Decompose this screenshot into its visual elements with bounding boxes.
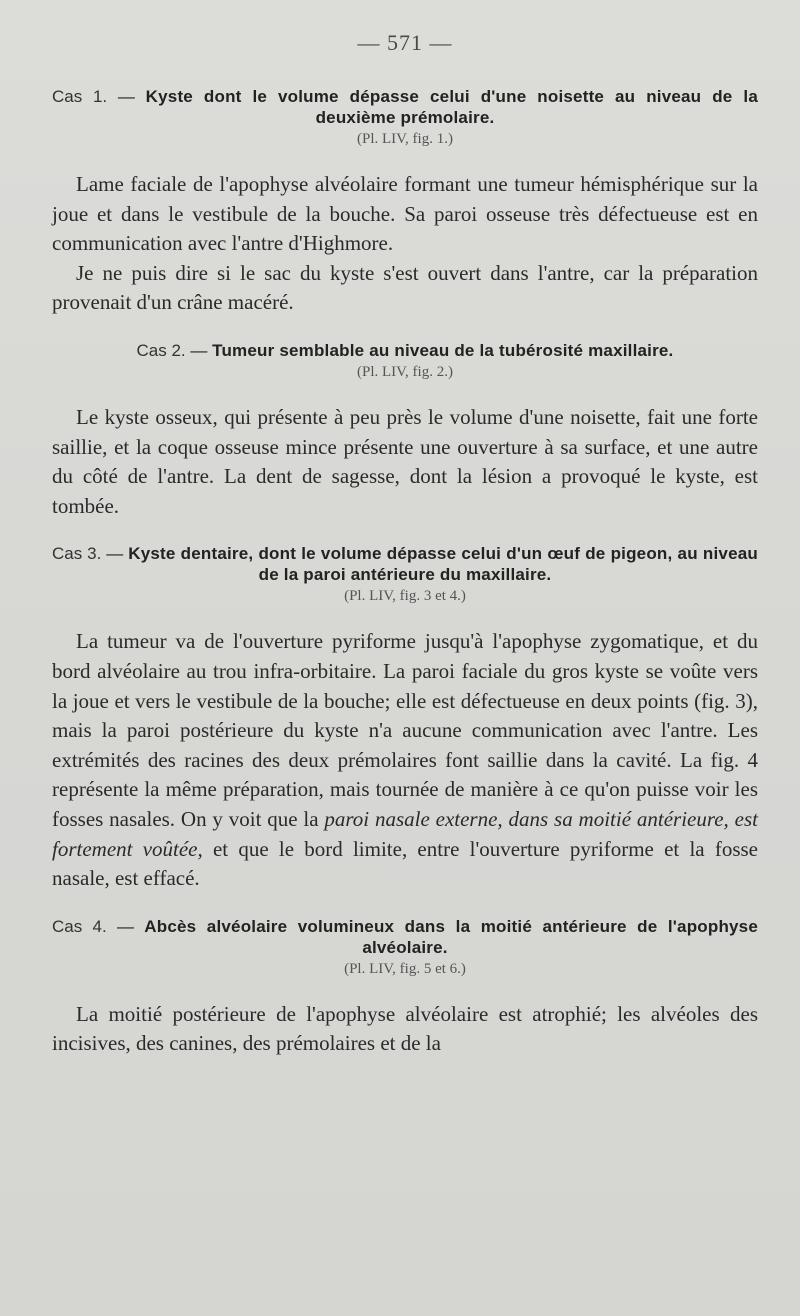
- case-title: Kyste dentaire, dont le volume dépasse celui d'un œuf de pigeon, au niveau de la paroi antérieure du maxillaire.: [128, 544, 758, 585]
- case-heading: [52, 86, 758, 128]
- case-heading: [52, 543, 758, 585]
- plate-reference: (Pl. LIV, fig. 1.): [357, 131, 453, 147]
- paragraph: [52, 627, 758, 893]
- paragraph: Je ne puis dire si le sac du kyste s'est ouvert dans l'antre, car la préparation provenait d'un crâne macéré.: [52, 260, 758, 315]
- case-separator: —: [106, 544, 124, 564]
- case-heading: [52, 340, 758, 361]
- case-heading: [52, 916, 758, 958]
- case-separator: —: [190, 340, 208, 360]
- case-label: Cas 4.: [52, 916, 107, 936]
- paragraph: Le kyste osseux, qui présente à peu près le volume d'une noisette, fait une forte saillie, et la coque osseuse mince présente une ouverture à sa surface, et une autre du côté de l'antre. La dent de sagesse, dont la lésion a provoqué le kyste, est tombée.: [52, 404, 758, 518]
- page-number: — 571 —: [357, 30, 453, 55]
- paragraph: Lame faciale de l'apophyse alvéolaire formant une tumeur hémisphérique sur la joue et dans le vestibule de la bouche. Sa paroi osseuse très défectueuse est en communication avec l'antre d'Highmore.: [52, 172, 758, 256]
- case-label: Cas 1.: [52, 87, 108, 106]
- plate-reference: (Pl. LIV, fig. 3 et 4.): [344, 588, 466, 605]
- emphasized-text: paroi nasale externe, dans sa moitié antérieure, est fortement voûtée,: [52, 806, 758, 861]
- case-title: Abcès alvéolaire volumineux dans la moitié antérieure de l'apophyse alvéolaire.: [144, 916, 758, 957]
- case-separator: —: [117, 87, 135, 106]
- case-4: [52, 916, 758, 1059]
- case-3: [52, 543, 758, 893]
- case-2: [52, 340, 758, 521]
- case-label: Cas 3.: [52, 544, 102, 564]
- paragraph-text: La tumeur va de l'ouverture pyriforme jusqu'à l'apophyse zygomatique, et du bord alvéolaire au trou infra-orbitaire. La paroi faciale du gros kyste se voûte vers la joue et vers le vestibule de la bouche; elle est défectueuse en deux points (fig. 3), mais la paroi postérieure du kyste n'a aucune communication avec l'antre. Les extrémités des racines des deux prémolaires font saillie dans la cavité. La fig. 4 représente la même préparation, mais tournée de manière à ce qu'on puisse voir les fosses nasales. On y voit que la: [52, 629, 758, 831]
- case-1: [52, 86, 758, 318]
- plate-reference: (Pl. LIV, fig. 5 et 6.): [344, 960, 466, 977]
- paragraph: La moitié postérieure de l'apophyse alvéolaire est atrophié; les alvéoles des incisives, des canines, des prémolaires et de la: [52, 1001, 758, 1056]
- case-label: Cas 2.: [136, 340, 186, 360]
- case-title: Kyste dont le volume dépasse celui d'une noisette au niveau de la deuxième prémolaire.: [145, 87, 758, 127]
- plate-reference: (Pl. LIV, fig. 2.): [357, 363, 453, 380]
- case-separator: —: [117, 916, 134, 936]
- case-title: Tumeur semblable au niveau de la tubérosité maxillaire.: [212, 340, 674, 360]
- paragraph-text: et que le bord limite, entre l'ouverture pyriforme et la fosse nasale, est effacé.: [52, 836, 758, 891]
